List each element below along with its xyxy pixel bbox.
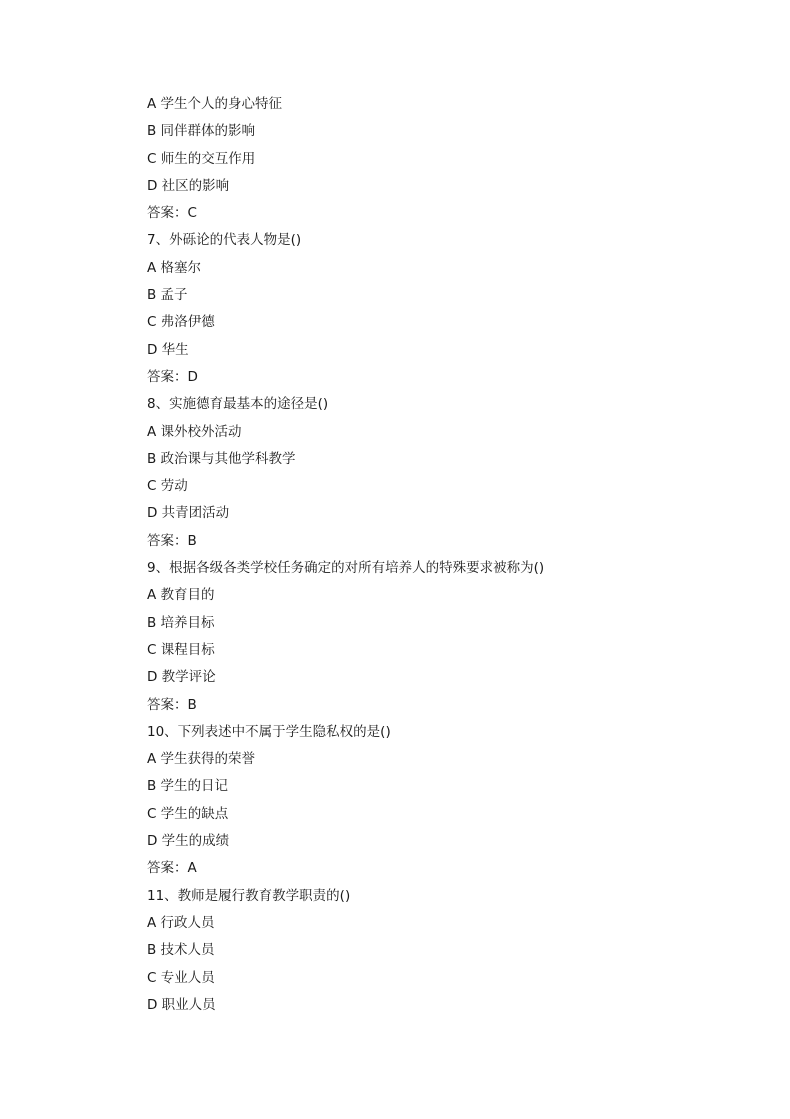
option-c-q10: C 学生的缺点	[147, 805, 229, 822]
question-8: 8、实施德育最基本的途径是()	[147, 396, 329, 413]
option-b-q6: B 同伴群体的影响	[147, 123, 256, 140]
option-a-q11: A 行政人员	[147, 914, 215, 931]
option-a-q8: A 课外校外活动	[147, 423, 242, 440]
answer-q6: 答案：C	[147, 205, 197, 222]
option-a-q9: A 教育目的	[147, 587, 215, 604]
answer-q9: 答案：B	[147, 696, 197, 713]
option-c-q8: C 劳动	[147, 478, 188, 495]
option-b-q10: B 学生的日记	[147, 778, 229, 795]
question-7: 7、外砾论的代表人物是()	[147, 232, 302, 249]
option-c-q7: C 弗洛伊德	[147, 314, 215, 331]
option-a-q7: A 格塞尔	[147, 259, 202, 276]
option-b-q11: B 技术人员	[147, 942, 215, 959]
option-d-q7: D 华生	[147, 341, 189, 358]
answer-q8: 答案：B	[147, 532, 197, 549]
question-10: 10、下列表述中不属于学生隐私权的是()	[147, 723, 391, 740]
option-d-q6: D 社区的影响	[147, 177, 230, 194]
option-b-q7: B 孟子	[147, 287, 188, 304]
option-b-q9: B 培养目标	[147, 614, 215, 631]
option-a-q6: A 学生个人的身心特征	[147, 96, 283, 112]
option-c-q6: C 师生的交互作用	[147, 150, 256, 167]
document-page	[147, 91, 747, 1019]
option-c-q9: C 课程目标	[147, 641, 215, 658]
option-b-q8: B 政治课与其他学科教学	[147, 450, 296, 467]
answer-q7: 答案：D	[147, 368, 198, 385]
question-11: 11、教师是履行教育教学职责的()	[147, 887, 351, 904]
option-d-q11: D 职业人员	[147, 996, 216, 1013]
option-c-q11: C 专业人员	[147, 969, 215, 986]
option-d-q8: D 共青团活动	[147, 505, 230, 522]
question-9: 9、根据各级各类学校任务确定的对所有培养人的特殊要求被称为()	[147, 560, 545, 577]
answer-q10: 答案：A	[147, 860, 197, 877]
option-a-q10: A 学生获得的荣誉	[147, 751, 256, 768]
option-d-q9: D 教学评论	[147, 669, 216, 686]
option-d-q10: D 学生的成绩	[147, 833, 230, 850]
